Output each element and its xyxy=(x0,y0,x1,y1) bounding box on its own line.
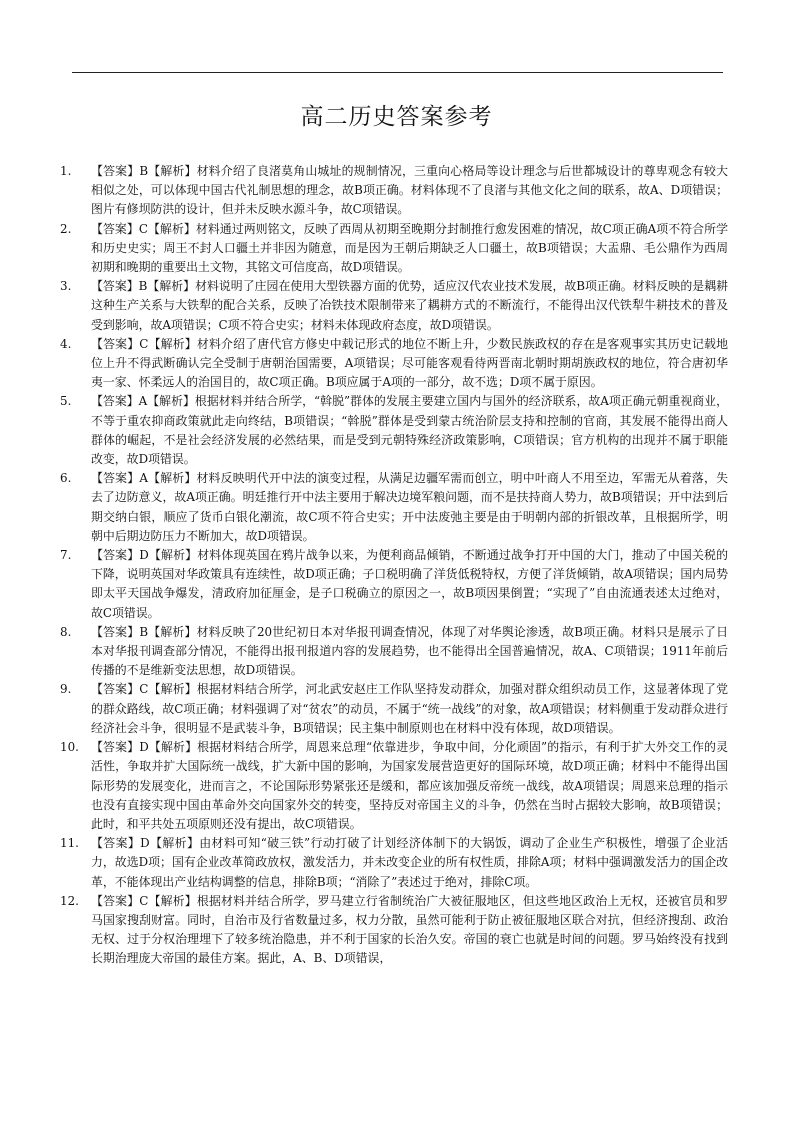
item-text: 【答案】C【解析】材料介绍了唐代官方修史中载记形式的地位不断上升，少数民族政权的存在是客观事实其历史记载地位上升不得武断确认完全受制于唐朝治国需要，A项错误；尽可能客观看待两晋南北朝时期胡族政权的地位，符合唐初华夷一家、怀柔远人的治国目的，故C项正确。B项应属于A项的一部分，故不选；D项不属于原因。 xyxy=(91,336,728,390)
item-number: 11. xyxy=(60,836,79,851)
item-number: 3. xyxy=(60,279,72,294)
answer-item xyxy=(60,277,728,335)
item-number: 8. xyxy=(60,624,72,639)
answer-item xyxy=(60,680,728,738)
answer-item xyxy=(60,546,728,623)
answer-item xyxy=(60,162,728,220)
answer-item xyxy=(60,469,728,546)
item-text: 【答案】D【解析】由材料可知“破三铁”行动打破了计划经济体制下的大锅饭，调动了企业生产积极性，增强了企业活力，故选D项；国有企业改革简政放权，激发活力，并未改变企业的所有权性质，排除A项；材料中强调激发活力的国企改革，不能体现出产业结构调整的信息，排除B项；“消除了”表述过于绝对，排除C项。 xyxy=(91,836,728,889)
item-text: 【答案】B【解析】材料介绍了良渚莫角山城址的规制情况，三重向心格局等设计理念与后世都城设计的尊卑观念有较大相似之处，可以体现中国古代礼制思想的理念，故B项正确。材料体现不了良渚与其他文化之间的联系，故A、D项错误；图片有修坝防洪的设计，但并未反映水源斗争，故C项错误。 xyxy=(91,164,728,217)
item-number: 5. xyxy=(60,394,72,409)
item-text: 【答案】C【解析】材料通过两则铭文，反映了西周从初期至晚期分封制推行愈发困难的情况，故C项正确A项不符合所学和历史史实；周王不封人口疆土并非因为随意，而是因为王朝后期缺乏人口疆土，故B项错误；大盂鼎、毛公鼎作为西周初期和晚期的重要出土文物，其铭文可信度高，故D项错误。 xyxy=(91,221,728,275)
item-text: 【答案】B【解析】材料说明了庄园在使用大型铁器方面的优势，适应汉代农业技术发展，故B项正确。材料反映的是耦耕这种生产关系与大铁犁的配合关系，反映了冶铁技术限制带来了耦耕方式的不断流行，不能得出汉代铁犁牛耕技术的普及受到影响，故A项错误；C项不符合史实；材料未体现政府态度，故D项错误。 xyxy=(91,279,728,332)
item-text: 【答案】A【解析】根据材料并结合所学，“斡脱”群体的发展主要建立国内与国外的经济联系，故A项正确元朝重视商业，不等于重农抑商政策就此走向终结，B项错误；“斡脱”群体是受到蒙古统治阶层支持和控制的官商，其发展不能得出商人群体的崛起，不是社会经济发展的必然结果，而是受到元朝特殊经济政策影响，C项错误；官方机构的出现并不属于职能改变，故D项错误。 xyxy=(91,394,728,467)
item-number: 6. xyxy=(60,471,72,486)
item-number: 1. xyxy=(60,164,72,178)
header-rule xyxy=(72,72,723,73)
page-title: 高二历史答案参考 xyxy=(300,104,493,130)
item-number: 2. xyxy=(60,221,72,236)
item-number: 10. xyxy=(60,740,79,755)
item-text: 【答案】D【解析】材料体现英国在鸦片战争以来，为便利商品倾销，不断通过战争打开中国的大门，推动了中国关税的下降，说明英国对华政策具有连续性，故D项正确；子口税明确了洋货低税特权，方便了洋货倾销，故A项错误；国内局势即太平天国战争爆发，清政府加征厘金，是子口税确立的原因之一，故B项因果倒置；“实现了”自由流通表述太过绝对，故C项错误。 xyxy=(91,548,728,620)
item-text: 【答案】C【解析】根据材料并结合所学，罗马建立行省制统治广大被征服地区，但这些地区政治上无权，还被官员和罗马国家搜刮财富。同时，自治市及行省数量过多，权力分散，虽然可能利于防止被征服地区联合对抗，但经济搜刮、政治无权、过于分权治理埋下了较多统治隐患，并不利于国家的长治久安。帝国的衰亡也就是时间的问题。罗马始终没有找到长期治理庞大帝国的最佳方案。据此，A、B、D项错误， xyxy=(91,893,728,966)
item-text: 【答案】A【解析】材料反映明代开中法的演变过程，从满足边疆军需而创立，明中叶商人不用至边，军需无从着落，失去了边防意义，故A项正确。明廷推行开中法主要用于解决边境军粮问题，而不是扶持商人势力，故B项错误；开中法到后期交纳白银，顺应了货币白银化潮流，故C项不符合史实；开中法废弛主要是由于明朝内部的折银改革，且根据所学，明朝中后期边防压力不断加大，故D项错误。 xyxy=(91,471,728,543)
answer-item xyxy=(60,220,728,278)
answer-item xyxy=(60,623,728,681)
answer-item xyxy=(60,738,728,834)
item-number: 12. xyxy=(60,893,79,908)
item-number: 4. xyxy=(60,336,72,351)
answer-item xyxy=(60,834,728,892)
item-number: 9. xyxy=(60,682,72,697)
answer-list xyxy=(60,162,728,969)
item-text: 【答案】B【解析】材料反映了20世纪初日本对华报刊调查情况，体现了对华舆论渗透，故B项正确。材料只是展示了日本对华报刊调查部分情况，不能得出报刊报道内容的发展趋势，也不能得出全国普遍情况，故A、C项错误；1911年前后传播的不是维新变法思想，故D项错误。 xyxy=(91,624,728,678)
answer-item xyxy=(60,892,728,969)
answer-item xyxy=(60,392,728,469)
item-text: 【答案】C【解析】根据材料结合所学，河北武安赵庄工作队坚持发动群众，加强对群众组织动员工作，这显著体现了党的群众路线，故C项正确；材料强调了对“贫农”的动员，不属于“统一战线”的对象，故A项错误；材料侧重于发动群众进行经济社会斗争，很明显不是武装斗争，B项错误；民主集中制原则也在材料中没有体现，故D项错误。 xyxy=(91,682,728,735)
item-text: 【答案】D【解析】根据材料结合所学，周恩来总理“依靠进步，争取中间，分化顽固”的指示，有利于扩大外交工作的灵活性，争取并扩大国际统一战线，扩大新中国的影响，为国家发展营造更好的国际环境，故D项正确；材料中不能得出国际形势的发展变化，进而言之，不论国际形势紧张还是缓和，都应该加强反帝统一战线，故A项错误；周恩来总理的指示也没有直接实现中国由革命外交向国家外交的转变，坚持反对帝国主义的斗争，仍然在当时占据较大影响，故B项错误；此时，和平共处五项原则还没有提出，故C项错误。 xyxy=(91,740,728,831)
item-number: 7. xyxy=(60,548,72,563)
answer-item xyxy=(60,335,728,393)
